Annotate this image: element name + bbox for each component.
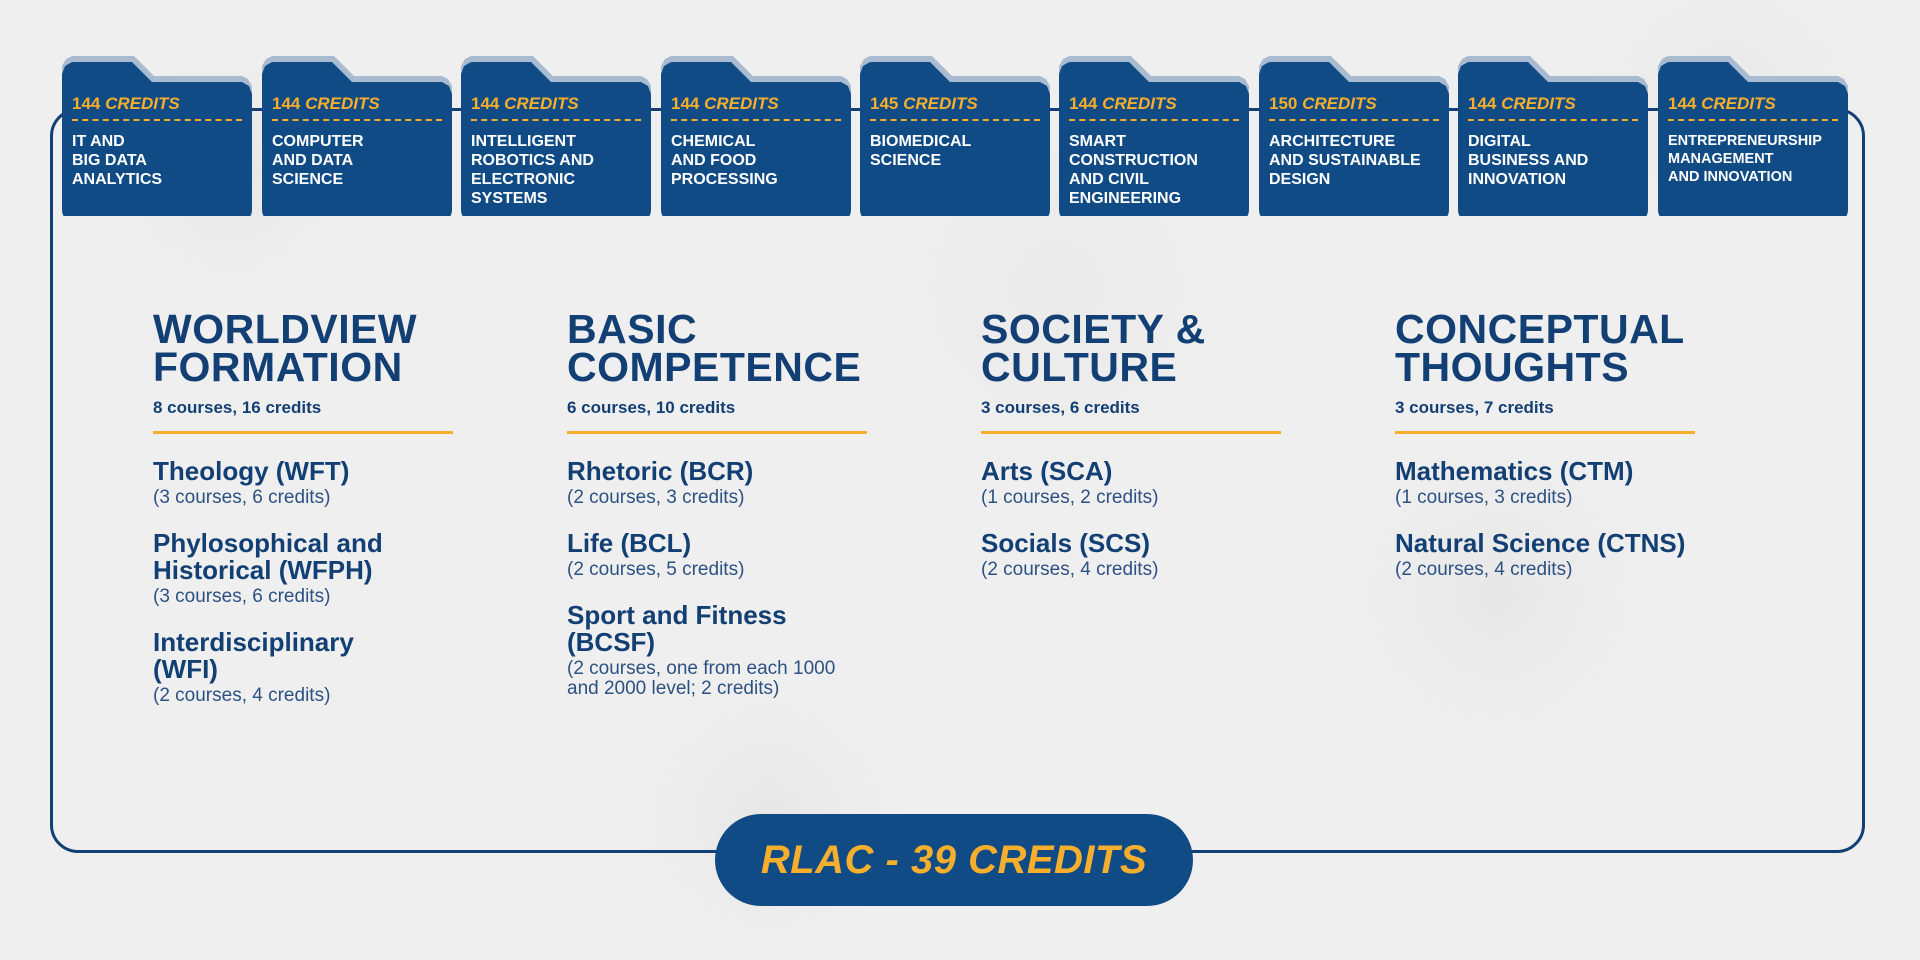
category-basic-competence <box>567 306 927 721</box>
program-tab <box>661 56 851 216</box>
dashed-divider <box>72 119 242 121</box>
program-name: COMPUTER AND DATA SCIENCE <box>272 133 364 188</box>
course-name: Mathematics (CTM) <box>1395 456 1634 486</box>
gold-rule <box>567 431 867 434</box>
course-name: Sport and Fitness (BCSF) <box>567 600 787 657</box>
course-name: Natural Science (CTNS) <box>1395 528 1686 558</box>
course-name: Arts (SCA) <box>981 456 1113 486</box>
course-item <box>1395 458 1795 508</box>
course-item <box>981 458 1341 508</box>
program-name: ARCHITECTURE AND SUSTAINABLE DESIGN <box>1269 133 1421 188</box>
course-item <box>981 530 1341 580</box>
program-name: SMART CONSTRUCTION AND CIVIL ENGINEERING <box>1069 133 1198 207</box>
program-credits: 144 CREDITS <box>671 94 779 113</box>
dashed-divider <box>671 119 841 121</box>
course-item <box>567 458 927 508</box>
course-name: Life (BCL) <box>567 528 692 558</box>
course-item <box>153 629 513 706</box>
program-credits: 144 CREDITS <box>1668 94 1776 113</box>
total-credits-badge <box>715 814 1193 906</box>
program-tab <box>62 56 252 216</box>
course-detail: (2 courses, 3 credits) <box>567 487 745 508</box>
category-title: CONCEPTUAL THOUGHTS <box>1395 306 1685 390</box>
program-tab <box>1259 56 1449 216</box>
dashed-divider <box>870 119 1040 121</box>
program-credits: 144 CREDITS <box>72 94 180 113</box>
category-summary: 3 courses, 6 credits <box>981 398 1140 417</box>
course-detail: (2 courses, 4 credits) <box>981 559 1159 580</box>
program-name: IT AND BIG DATA ANALYTICS <box>72 133 163 188</box>
program-credits: 144 CREDITS <box>1069 94 1177 113</box>
course-detail: (1 courses, 3 credits) <box>1395 487 1573 508</box>
course-detail: (2 courses, 4 credits) <box>153 685 331 706</box>
program-tab <box>860 56 1050 216</box>
course-detail: (2 courses, 4 credits) <box>1395 559 1573 580</box>
course-name: Phylosophical and Historical (WFPH) <box>153 528 383 585</box>
course-item <box>567 602 927 699</box>
category-title: SOCIETY & CULTURE <box>981 306 1206 390</box>
dashed-divider <box>1269 119 1439 121</box>
program-credits: 144 CREDITS <box>272 94 380 113</box>
course-item <box>1395 530 1795 580</box>
course-item <box>153 458 513 508</box>
course-item <box>153 530 513 607</box>
program-tab <box>1658 56 1848 216</box>
category-worldview-formation <box>153 306 513 728</box>
category-title: BASIC COMPETENCE <box>567 306 862 390</box>
program-name: ENTREPRENEURSHIP MANAGEMENT AND INNOVATION <box>1668 133 1822 185</box>
category-conceptual-thoughts <box>1395 306 1795 602</box>
course-detail: (2 courses, 5 credits) <box>567 559 745 580</box>
category-summary: 3 courses, 7 credits <box>1395 398 1554 417</box>
program-name: INTELLIGENT ROBOTICS AND ELECTRONIC SYSTEMS <box>471 133 594 207</box>
gold-rule <box>981 431 1281 434</box>
course-name: Socials (SCS) <box>981 528 1151 558</box>
category-title: WORLDVIEW FORMATION <box>153 306 418 390</box>
course-detail: (3 courses, 6 credits) <box>153 586 331 607</box>
program-tabs <box>62 56 1862 216</box>
course-list <box>153 458 513 706</box>
program-name: DIGITAL BUSINESS AND INNOVATION <box>1468 133 1589 188</box>
course-detail: (1 courses, 2 credits) <box>981 487 1159 508</box>
program-tab <box>1059 56 1249 216</box>
dashed-divider <box>471 119 641 121</box>
dashed-divider <box>1468 119 1638 121</box>
gold-rule <box>153 431 453 434</box>
category-summary: 6 courses, 10 credits <box>567 398 736 417</box>
category-society-culture <box>981 306 1341 602</box>
course-item <box>567 530 927 580</box>
course-name: Theology (WFT) <box>153 456 350 486</box>
program-tab <box>1458 56 1648 216</box>
dashed-divider <box>272 119 442 121</box>
program-tab <box>262 56 452 216</box>
program-credits: 144 CREDITS <box>1468 94 1576 113</box>
course-detail: (2 courses, one from each 1000 and 2000 level; 2 credits) <box>567 658 836 699</box>
program-credits: 145 CREDITS <box>870 94 978 113</box>
category-summary: 8 courses, 16 credits <box>153 398 322 417</box>
course-list <box>567 458 927 699</box>
course-detail: (3 courses, 6 credits) <box>153 487 331 508</box>
course-list <box>1395 458 1795 580</box>
program-name: CHEMICAL AND FOOD PROCESSING <box>671 133 778 188</box>
program-name: BIOMEDICAL SCIENCE <box>870 133 972 169</box>
course-name: Interdisciplinary (WFI) <box>153 627 354 684</box>
program-tab <box>461 56 651 216</box>
course-list <box>981 458 1341 580</box>
dashed-divider <box>1668 119 1838 121</box>
total-credits-label: RLAC - 39 CREDITS <box>760 837 1148 882</box>
course-name: Rhetoric (BCR) <box>567 456 754 486</box>
gold-rule <box>1395 431 1695 434</box>
program-credits: 144 CREDITS <box>471 94 579 113</box>
dashed-divider <box>1069 119 1239 121</box>
program-credits: 150 CREDITS <box>1269 94 1377 113</box>
